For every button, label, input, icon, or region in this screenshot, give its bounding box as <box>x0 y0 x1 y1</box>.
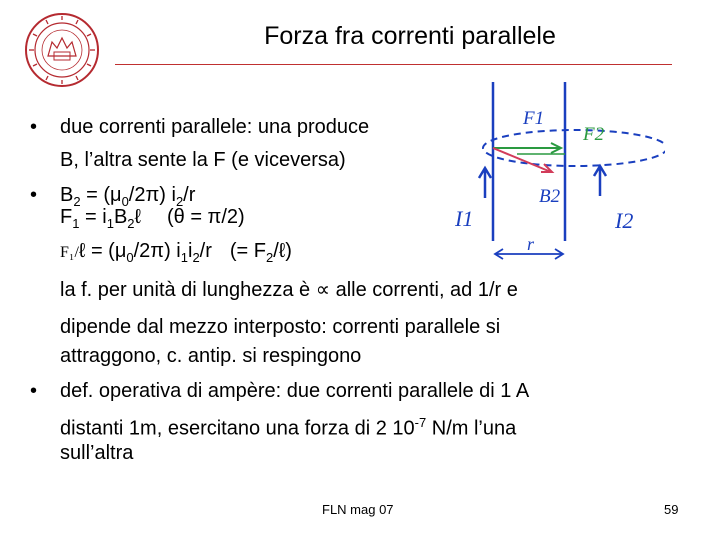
page-number: 59 <box>664 502 679 517</box>
bullet-3-line-1: def. operativa di ampère: due correnti parallele di 1 A <box>60 380 530 402</box>
label-f1: F1 <box>523 108 545 129</box>
bullet-2-line-6: attraggono, c. antip. si respingono <box>60 345 362 367</box>
label-f2: F2 <box>583 124 605 145</box>
angle-condition: (θ = π/2) <box>166 206 245 228</box>
footer-text: FLN mag 07 <box>322 502 394 517</box>
label-i2: I2 <box>615 208 634 233</box>
title-divider <box>115 64 672 65</box>
label-r: r <box>527 234 535 254</box>
bullet-1-line-2: B, l’altra sente la F (e viceversa) <box>60 149 346 171</box>
bullet-3-line-3: sull’altra <box>60 442 134 464</box>
formula-force-per-length: F₁/ℓ = $(\mu_0/2\pi)$ $i_1i_2/r$ (= $F_2/\ell$) <box>60 240 292 265</box>
bullet-3-line-2: distanti 1m, esercitano una forza di 2 $10^{-7}$ N/m l’una <box>60 415 517 440</box>
label-b2: B2 <box>539 186 561 207</box>
bullet-2-line-5: dipende dal mezzo interposto: correnti parallele si <box>60 316 501 338</box>
university-seal-logo <box>24 12 100 88</box>
bullet-marker: • <box>30 184 38 206</box>
label-i1: I1 <box>455 206 474 231</box>
bullet-marker: • <box>30 116 38 138</box>
bullet-1-line-1: due correnti parallele: una produce <box>60 116 370 138</box>
formula-b2: $B_2 = (\mu_0/2\pi)$ $i_2/r$ <box>60 184 196 209</box>
bullet-2-line-4: la f. per unità di lunghezza è ∝ alle correnti, ad 1/r e <box>60 279 518 301</box>
formula-f1: $F_1$ = $i_1B_2\ell$ (θ = π/2) <box>60 206 245 231</box>
slide-title: Forza fra correnti parallele <box>264 22 556 50</box>
bullet-marker: • <box>30 380 38 402</box>
parallel-currents-figure <box>455 76 665 266</box>
